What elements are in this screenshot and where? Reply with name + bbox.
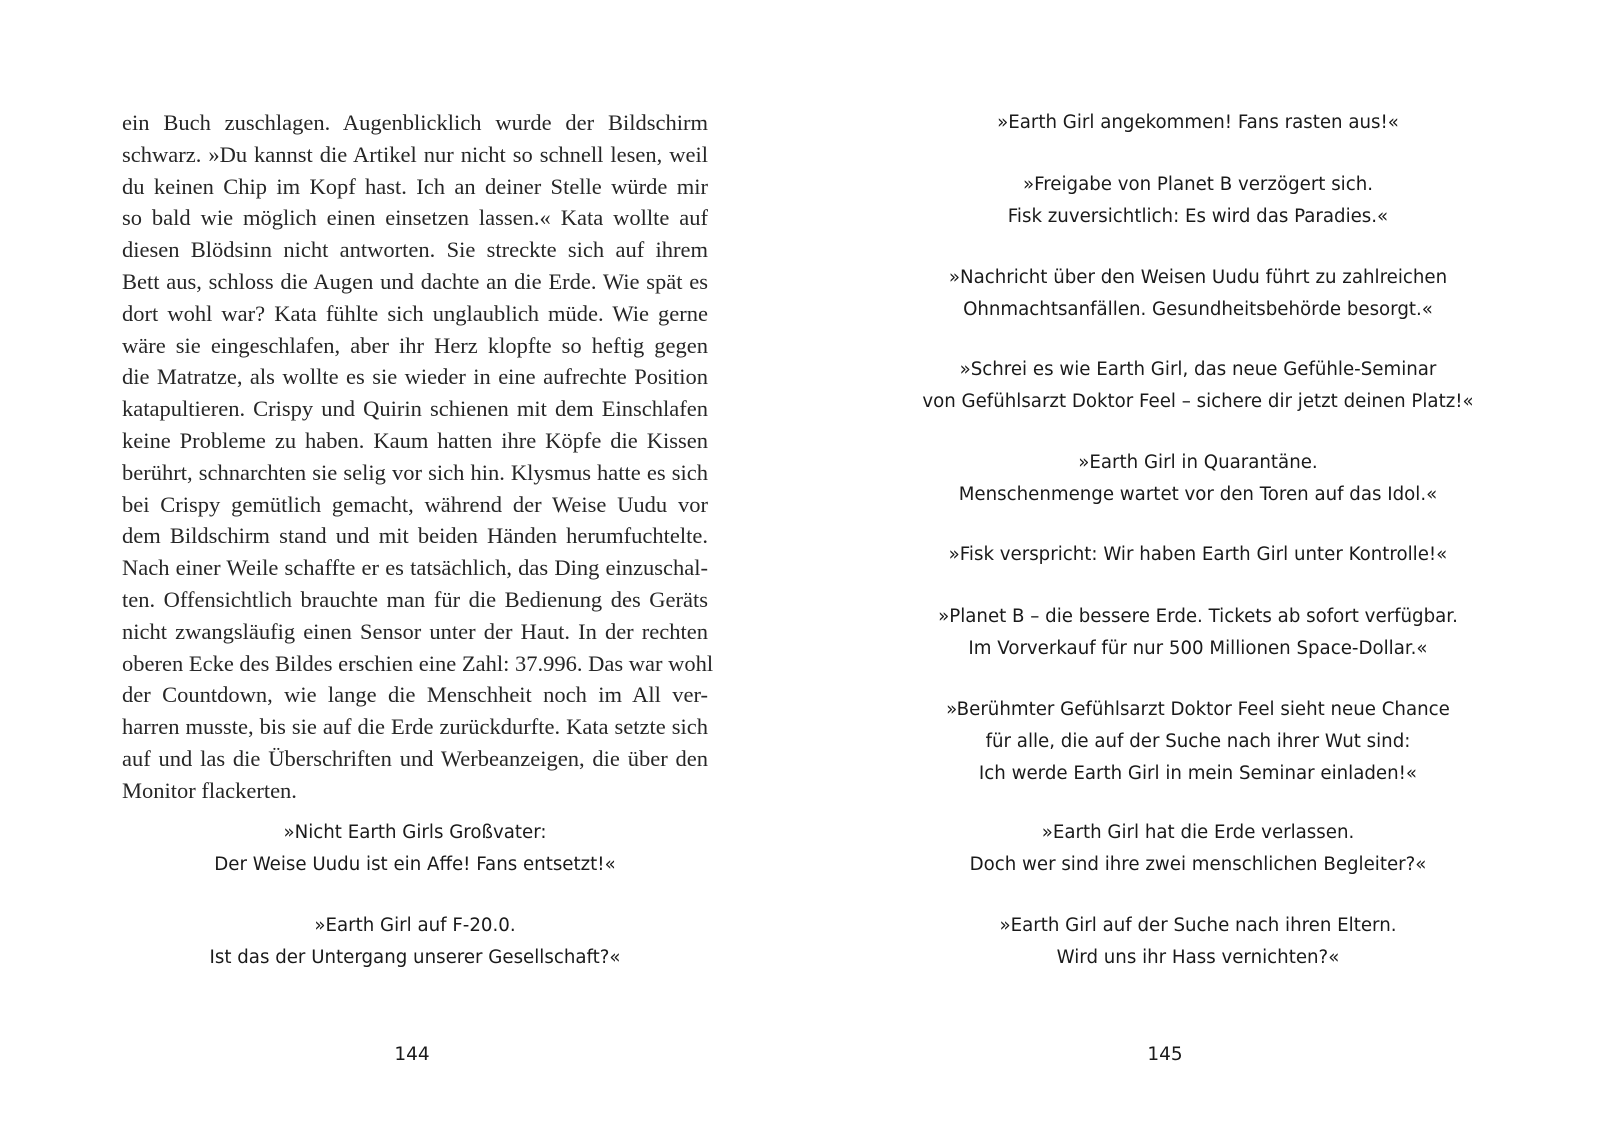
body-line: Bett aus, schloss die Augen und dachte an die Erde. Wie spät es [122, 268, 708, 294]
body-line: ten. Offensichtlich brauchte man für die Bedienung des Geräts [122, 586, 708, 612]
headline-line: Ist das der Untergang unserer Gesellschaft?« [209, 946, 621, 968]
body-line: der Countdown, wie lange die Menschheit noch im All ver- [122, 682, 708, 708]
body-line: harren musste, bis sie auf die Erde zurückdurfte. Kata setzte sich [122, 714, 708, 740]
body-line: du keinen Chip im Kopf hast. Ich an deiner Stelle würde mir [122, 173, 708, 199]
headline-line: »Earth Girl in Quarantäne. [1078, 452, 1318, 473]
headline-line: Wird uns ihr Hass vernichten?« [1056, 946, 1340, 968]
page-number: 145 [1147, 1044, 1183, 1065]
headline-line: »Earth Girl angekommen! Fans rasten aus!« [997, 112, 1399, 133]
headline-line: »Earth Girl hat die Erde verlassen. [1041, 822, 1355, 843]
body-line: schwarz. »Du kannst die Artikel nur nicht so schnell lesen, weil [122, 141, 708, 167]
headline-line: Ohnmachtsanfällen. Gesundheitsbehörde besorgt.« [963, 298, 1433, 320]
body-line: so bald wie möglich einen einsetzen lassen.« Kata wollte auf [122, 205, 708, 231]
headline-line: Der Weise Uudu ist ein Affe! Fans entsetzt!« [214, 853, 616, 875]
headline-line: Menschenmenge wartet vor den Toren auf das Idol.« [958, 483, 1438, 505]
headline [858, 354, 1538, 418]
body-line: auf und las die Überschriften und Werbeanzeigen, die über den [122, 745, 708, 771]
body-line: oberen Ecke des Bildes erschien eine Zahl: 37.996. Das war wohl [122, 650, 714, 676]
body-line: wäre sie eingeschlafen, aber ihr Herz klopfte so heftig gegen [122, 332, 708, 358]
body-line: katapultieren. Crispy und Quirin schienen mit dem Einschlafen [122, 396, 708, 422]
body-line: dort wohl war? Kata fühlte sich unglaublich müde. Wie gerne [122, 300, 708, 326]
body-text [122, 107, 714, 807]
body-line: Monitor flackerten. [122, 777, 297, 803]
headline-line: »Freigabe von Planet B verzögert sich. [1022, 174, 1374, 195]
body-line: berührt, schnarchten sie selig vor sich hin. Klysmus hatte es sich [122, 459, 708, 485]
headline [858, 694, 1538, 789]
page-number: 144 [394, 1044, 430, 1065]
body-line: Nach einer Weile schaffte er es tatsächlich, das Ding einzuschal- [122, 555, 708, 581]
headline-line: Im Vorverkauf für nur 500 Millionen Space-Dollar.« [968, 637, 1428, 659]
body-line: ein Buch zuschlagen. Augenblicklich wurde der Bildschirm [122, 110, 708, 135]
body-line: dem Bildschirm stand und mit beiden Händen herumfuchtelte. [122, 523, 708, 549]
body-line: keine Probleme zu haben. Kaum hatten ihre Köpfe die Kissen [122, 427, 708, 453]
headline [858, 817, 1538, 881]
headline [122, 910, 708, 974]
headline [122, 817, 708, 881]
body-line: bei Crispy gemütlich gemacht, während der Weise Uudu vor [122, 491, 708, 517]
headline-line: »Nicht Earth Girls Großvater: [283, 822, 547, 843]
headline [858, 169, 1538, 233]
headline [858, 107, 1538, 139]
right-page [800, 0, 1600, 1131]
headline-line: Fisk zuversichtlich: Es wird das Paradies.« [1007, 205, 1389, 227]
headline-line: »Nachricht über den Weisen Uudu führt zu zahlreichen [948, 267, 1448, 288]
body-line: diesen Blödsinn nicht antworten. Sie streckte sich auf ihrem [122, 237, 708, 263]
headline-line: Ich werde Earth Girl in mein Seminar einladen!« [978, 762, 1418, 784]
headline-line: für alle, die auf der Suche nach ihrer Wut sind: [985, 730, 1411, 752]
headline [858, 601, 1538, 665]
headline [858, 539, 1538, 571]
headline-line: Doch wer sind ihre zwei menschlichen Begleiter?« [969, 853, 1427, 875]
body-line: nicht zwangsläufig einen Sensor unter der Haut. In der rechten [122, 618, 708, 644]
body-line: die Matratze, als wollte es sie wieder in eine aufrechte Position [122, 364, 708, 390]
headline [858, 447, 1538, 511]
headline [858, 910, 1538, 974]
headline-line: »Berühmter Gefühlsarzt Doktor Feel sieht neue Chance [946, 699, 1450, 720]
headline-line: »Earth Girl auf F-20.0. [314, 915, 516, 936]
headline [858, 262, 1538, 326]
headline-line: »Schrei es wie Earth Girl, das neue Gefühle-Seminar [959, 359, 1437, 380]
headline-line: »Planet B – die bessere Erde. Tickets ab sofort verfügbar. [938, 606, 1458, 627]
headline-line: von Gefühlsarzt Doktor Feel – sichere dir jetzt deinen Platz!« [922, 390, 1474, 412]
headline-line: »Earth Girl auf der Suche nach ihren Eltern. [999, 915, 1397, 936]
headline-line: »Fisk verspricht: Wir haben Earth Girl unter Kontrolle!« [948, 544, 1448, 565]
